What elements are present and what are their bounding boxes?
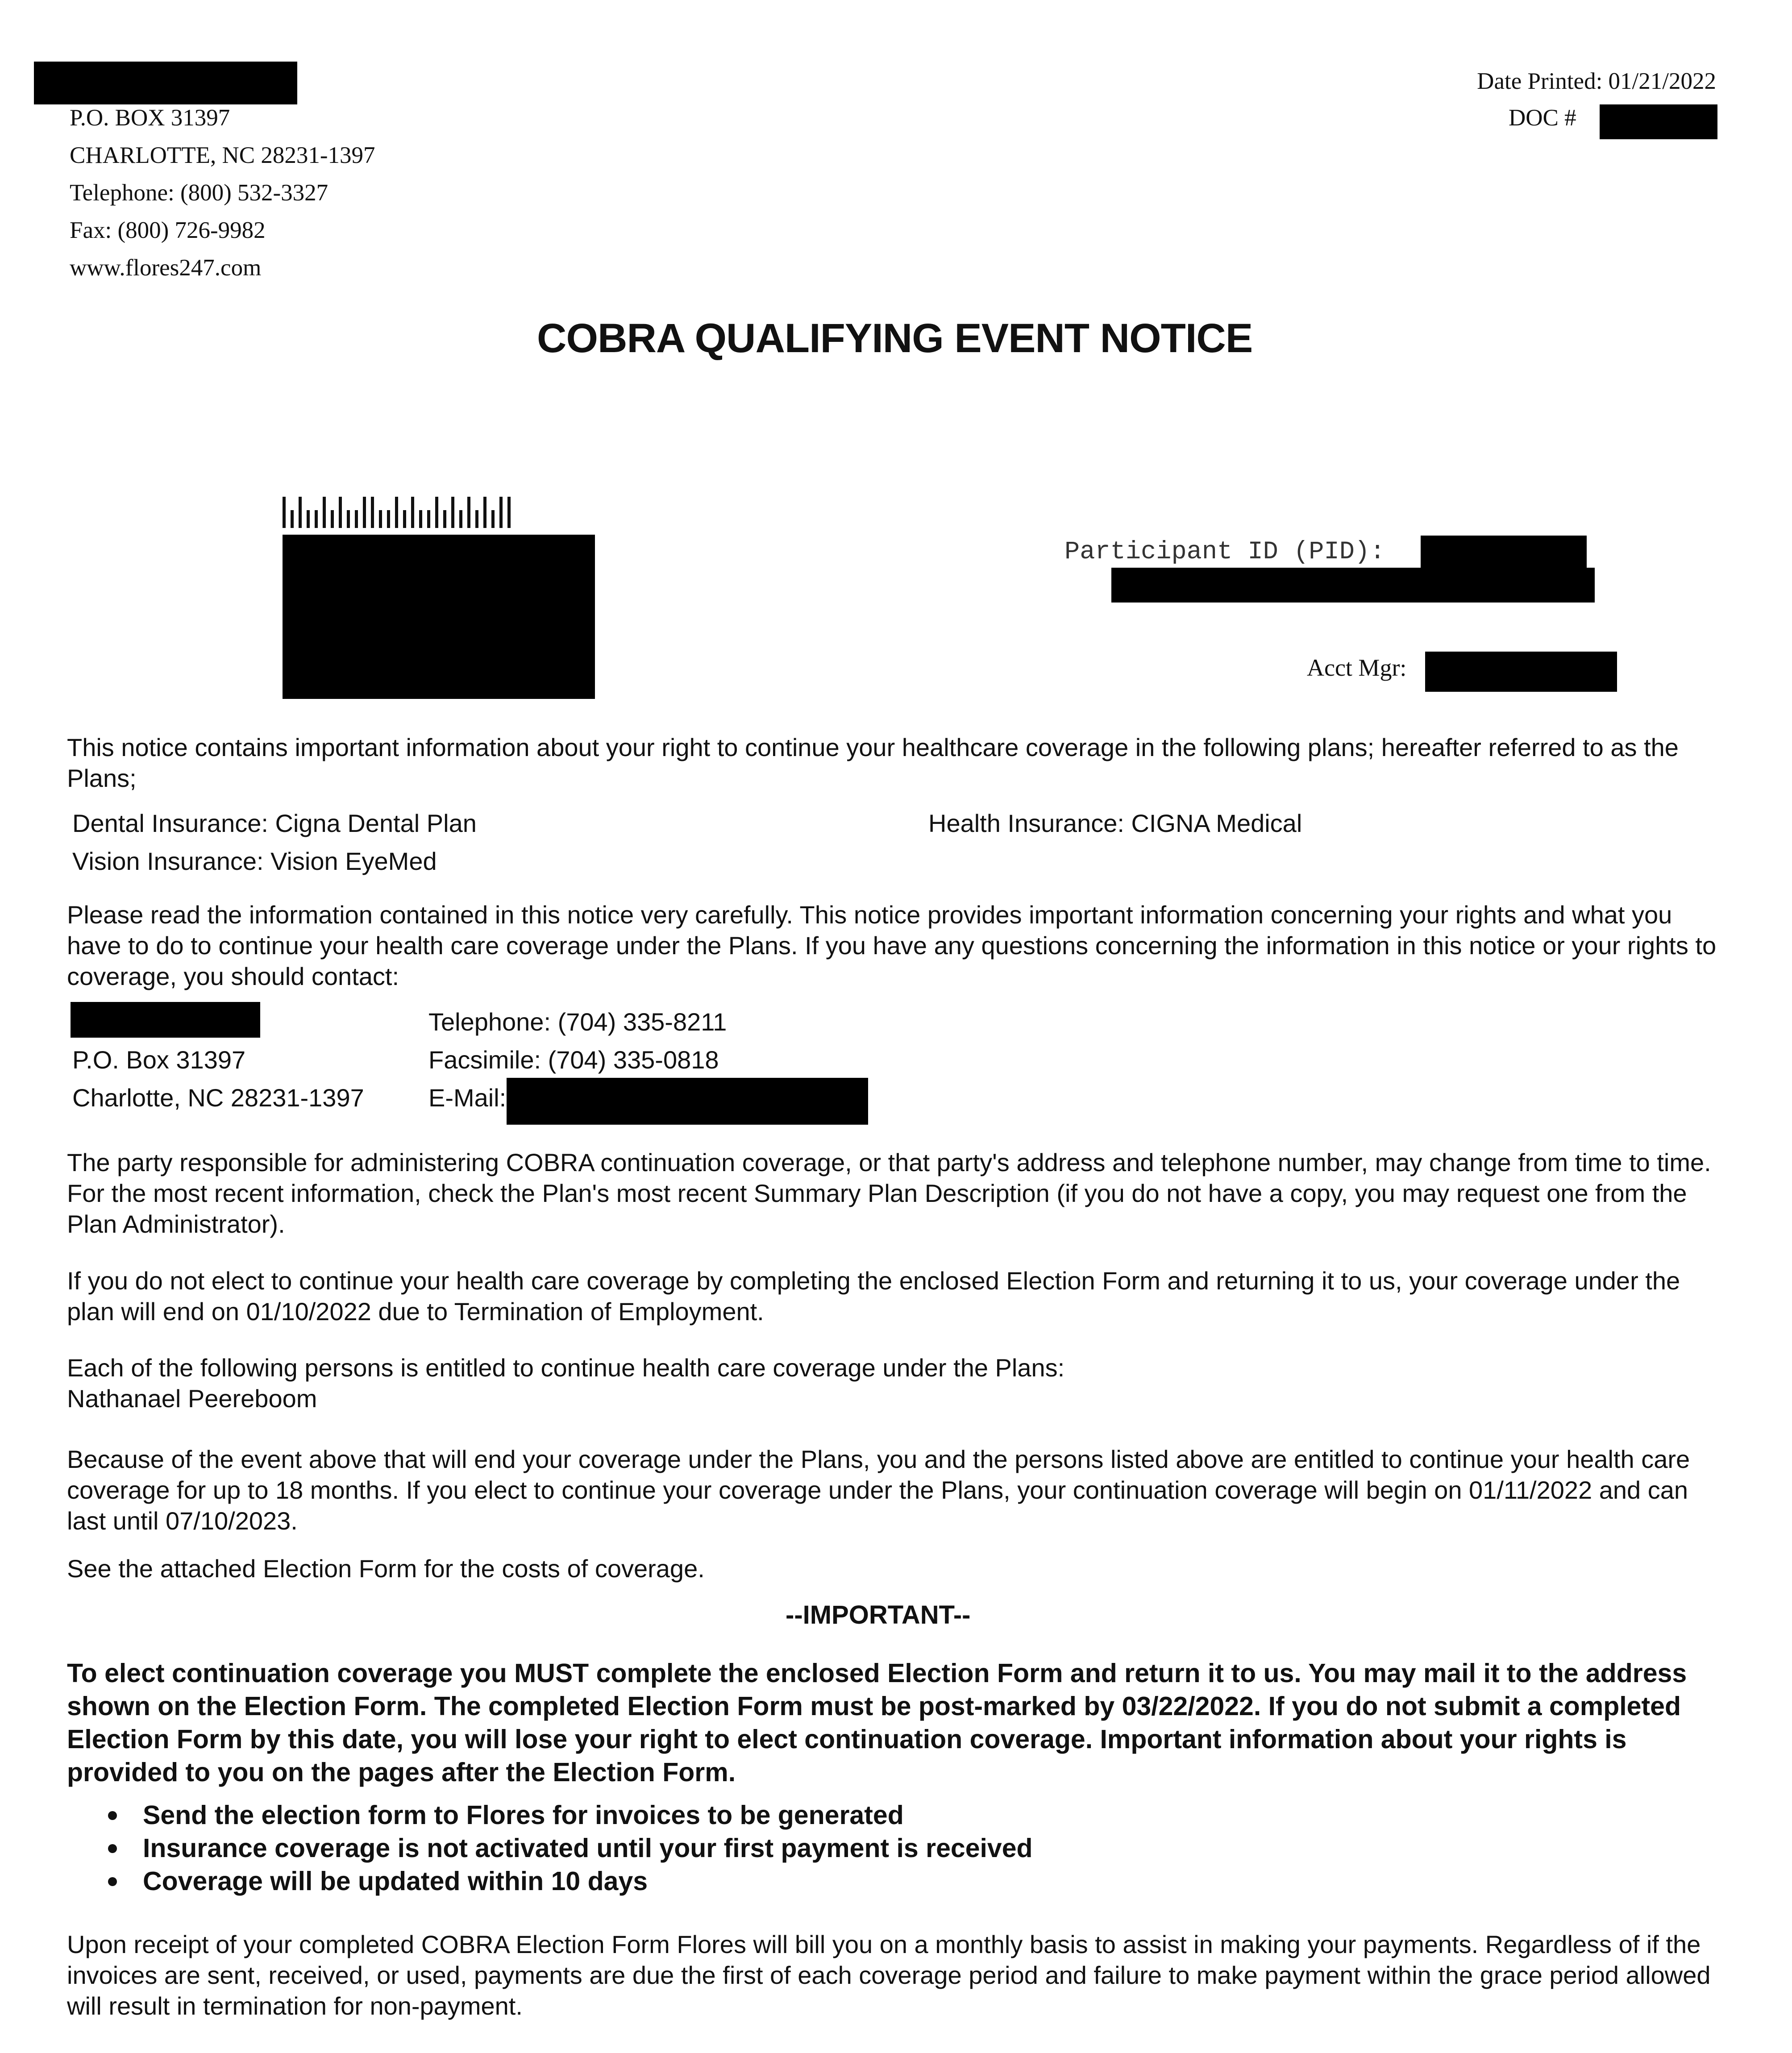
- read-carefully-paragraph: Please read the information contained in this notice very carefully. This notice provides important information concerning your rights and what you have to do to continue your health care coverage under the Plans. If you have any questions concerning the information in this notice or your rights to coverage, you should contact:: [67, 901, 1717, 990]
- bullet-text: Insurance coverage is not activated until your first payment is received: [143, 1833, 1033, 1863]
- bullet-icon: [108, 1811, 117, 1820]
- intro-paragraph: This notice contains important information about your right to continue your healthcare coverage in the following plans; hereafter referred to as the Plans;: [67, 733, 1679, 792]
- redacted-sender-name: [34, 62, 297, 104]
- important-heading: --IMPORTANT--: [786, 1600, 971, 1629]
- entitled-person-name: Nathanael Peereboom: [67, 1384, 317, 1413]
- list-item: [67, 1832, 1674, 1865]
- page-title: COBRA QUALIFYING EVENT NOTICE: [537, 316, 1253, 361]
- postal-barcode: [283, 497, 511, 528]
- party-responsible-paragraph: The party responsible for administering COBRA continuation coverage, or that party's address and telephone number, may change from time to time. For the most recent information, check the Plan's most recent Summary Plan Description (if you do not have a copy, you may request one from the Plan Administrator).: [67, 1148, 1711, 1238]
- bullet-icon: [108, 1877, 117, 1886]
- bullet-text: Send the election form to Flores for invoices to be generated: [143, 1800, 904, 1830]
- redacted-participant-id: [1421, 536, 1587, 568]
- bullet-icon: [108, 1844, 117, 1853]
- address-po-box: P.O. BOX 31397: [70, 105, 230, 131]
- address-website: www.flores247.com: [70, 255, 262, 281]
- address-fax: Fax: (800) 726-9982: [70, 217, 266, 243]
- plan-dental: Dental Insurance: Cigna Dental Plan: [72, 809, 477, 837]
- coverage-end-paragraph: If you do not elect to continue your health care coverage by completing the enclosed Election Form and returning it to us, your coverage under the plan will end on 01/10/2022 due to Termination of Employment.: [67, 1267, 1680, 1326]
- doc-number-label: DOC #: [1509, 105, 1576, 131]
- list-item: [67, 1799, 1674, 1832]
- plan-health: Health Insurance: CIGNA Medical: [928, 809, 1302, 837]
- redacted-account-manager: [1425, 652, 1617, 692]
- contact-telephone: Telephone: (704) 335-8211: [428, 1008, 727, 1036]
- redacted-contact-name: [71, 1002, 260, 1038]
- participant-id-label: Participant ID (PID):: [1064, 538, 1385, 566]
- contact-city: Charlotte, NC 28231-1397: [72, 1084, 364, 1112]
- list-item: [67, 1865, 1674, 1898]
- instructions-list: [67, 1799, 1674, 1898]
- redacted-recipient-address: [283, 535, 595, 699]
- contact-po-box: P.O. Box 31397: [72, 1046, 246, 1074]
- redacted-doc-number: [1600, 104, 1717, 139]
- contact-email-label: E-Mail:: [428, 1084, 507, 1112]
- important-paragraph: To elect continuation coverage you MUST complete the enclosed Election Form and return it to us. You may mail it to the address shown on the Election Form. The completed Election Form must be post-marked by 03/22/2022. If you do not submit a completed Election Form by this date, you will lose your right to elect continuation coverage. Important information about your rights is provided to you on the pages after the Election Form.: [67, 1658, 1687, 1787]
- address-city: CHARLOTTE, NC 28231-1397: [70, 142, 375, 168]
- plan-vision: Vision Insurance: Vision EyeMed: [72, 847, 437, 875]
- bullet-text: Coverage will be updated within 10 days: [143, 1866, 648, 1896]
- event-paragraph: Because of the event above that will end your coverage under the Plans, you and the persons listed above are entitled to continue your health care coverage for up to 18 months. If you elect to continue your coverage under the Plans, your continuation coverage will begin on 01/11/2022 and can last until 07/10/2023.: [67, 1445, 1690, 1535]
- account-manager-label: Acct Mgr:: [1307, 654, 1407, 681]
- date-printed: Date Printed: 01/21/2022: [1477, 68, 1716, 94]
- address-telephone: Telephone: (800) 532-3327: [70, 180, 328, 206]
- see-attached-note: See the attached Election Form for the costs of coverage.: [67, 1554, 705, 1583]
- sender-address-block: [70, 99, 375, 287]
- redacted-contact-email: [507, 1078, 868, 1125]
- contact-facsimile: Facsimile: (704) 335-0818: [428, 1046, 719, 1074]
- entitled-persons-intro: Each of the following persons is entitled to continue health care coverage under the Plans:: [67, 1354, 1065, 1382]
- billing-paragraph: Upon receipt of your completed COBRA Election Form Flores will bill you on a monthly basis to assist in making your payments. Regardless of if the invoices are sent, received, or used, payments are due the first of each coverage period and failure to make payment within the grace period allowed will result in termination for non-payment.: [67, 1930, 1711, 2020]
- redacted-participant-name: [1111, 568, 1595, 603]
